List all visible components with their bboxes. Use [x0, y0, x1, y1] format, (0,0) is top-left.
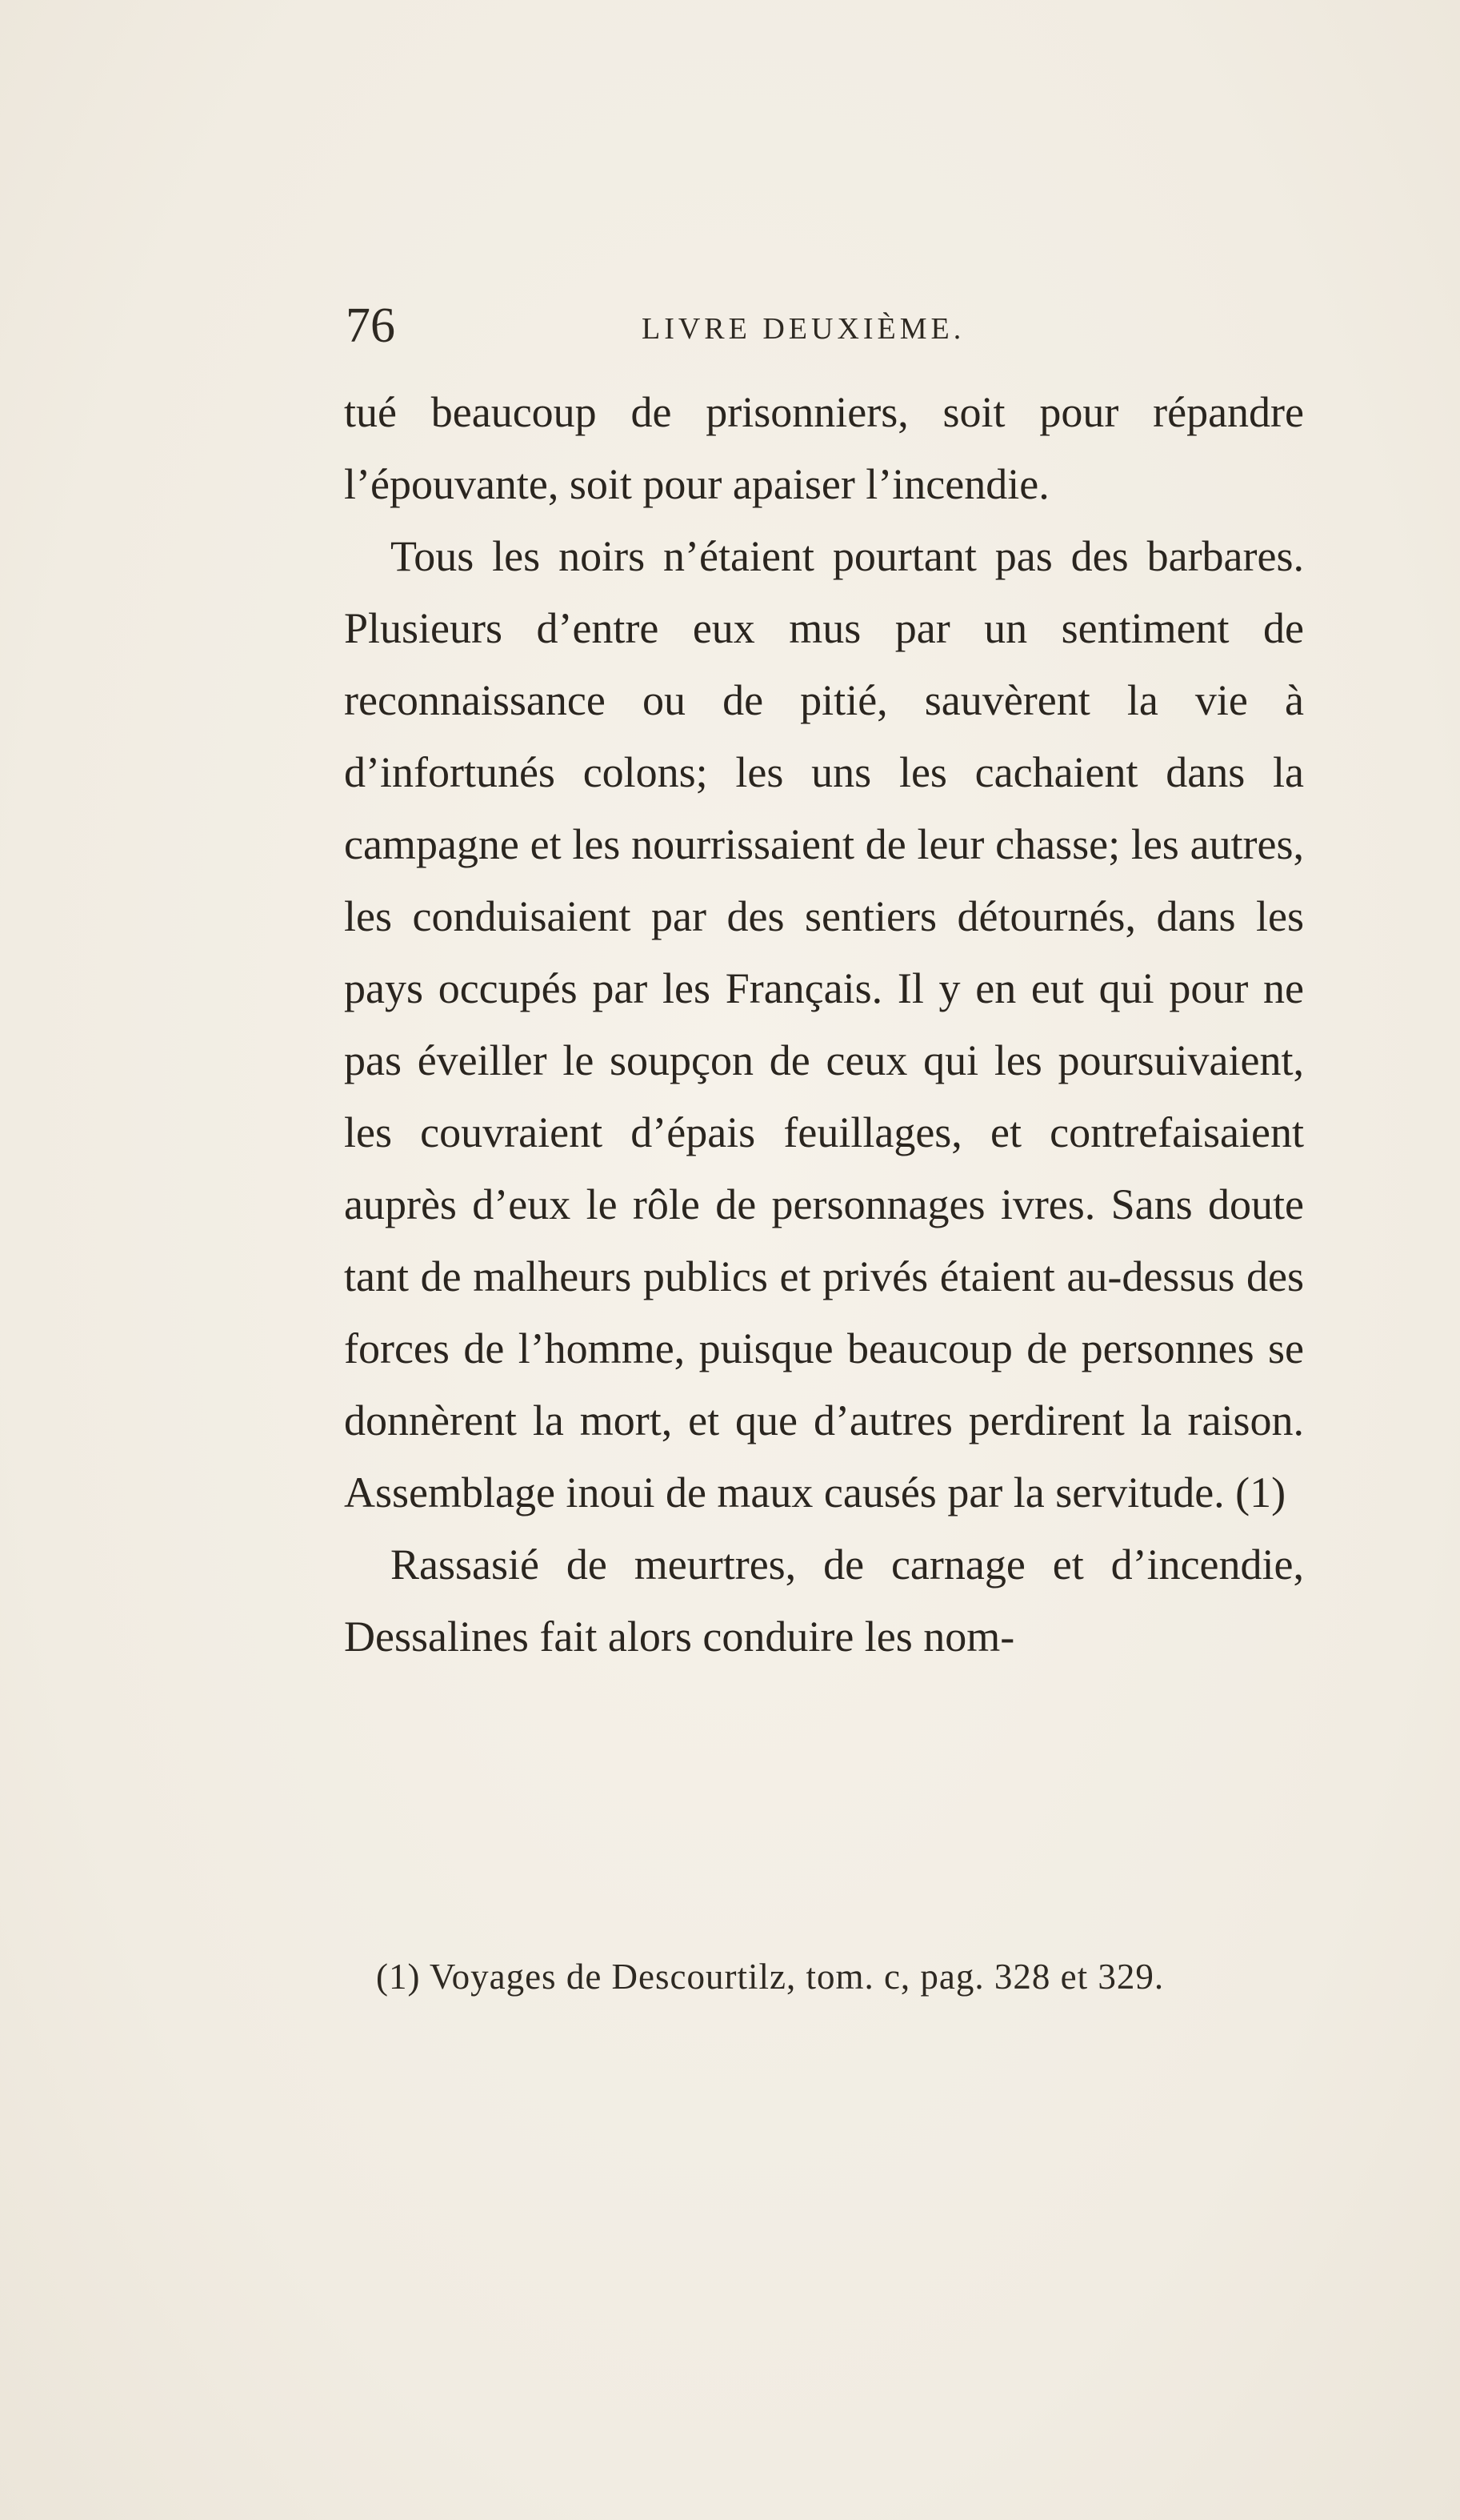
paragraph-continuation: tué beaucoup de prisonniers, soit pour répandre l’épouvante, soit pour apaiser l’incendie.: [344, 388, 1304, 508]
page-number: 76: [346, 298, 395, 353]
running-head: LIVRE DEUXIÈME.: [642, 312, 966, 346]
footnote: (1) Voyages de Descourtilz, tom. c, pag. 328 et 329.: [376, 1957, 1165, 1997]
paragraph: Rassasié de meurtres, de carnage et d’incendie, Dessalines fait alors conduire les nom-: [344, 1540, 1304, 1661]
body-text: [344, 376, 1304, 1673]
page-header: [346, 298, 1312, 362]
paragraph: Tous les noirs n’étaient pourtant pas des barbares. Plusieurs d’entre eux mus par un sentiment de reconnaissance ou de pitié, sauvèrent la vie à d’infortunés colons; les uns les cachaient dans la campagne et les nourrissaient de leur chasse; les autres, les conduisaient par des sentiers détournés, dans les pays occupés par les Français. Il y en eut qui pour ne pas éveiller le soupçon de ceux qui les poursuivaient, les couvraient d’épais feuillages, et contrefaisaient auprès d’eux le rôle de personnages ivres. Sans doute tant de malheurs publics et privés étaient au-dessus des forces de l’homme, puisque beaucoup de personnes se donnèrent la mort, et que d’autres perdirent la raison. Assemblage inoui de maux causés par la servitude. (1): [344, 532, 1304, 1516]
